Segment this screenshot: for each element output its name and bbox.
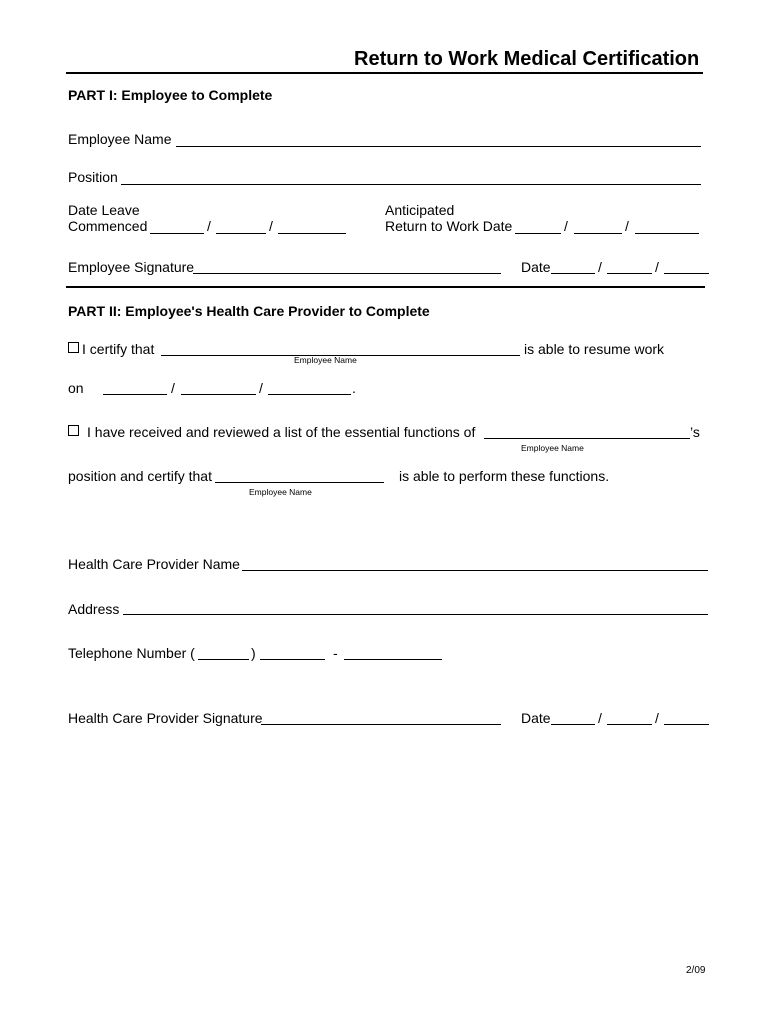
page-title: Return to Work Medical Certification	[354, 48, 700, 70]
slash: /	[259, 380, 263, 396]
provider-month-field[interactable]	[551, 724, 595, 725]
phone-line-field[interactable]	[344, 659, 442, 660]
slash: /	[564, 218, 568, 234]
resume-work-text: is able to resume work	[524, 341, 665, 357]
essential-functions-employee-field[interactable]	[484, 438, 690, 439]
certify-checkbox-row	[68, 341, 154, 357]
anticipated-label-line2: Return to Work Date	[385, 218, 513, 234]
slash: /	[655, 259, 659, 275]
employee-name-label: Employee Name	[68, 131, 172, 147]
footer-code: 2/09	[686, 965, 706, 976]
telephone-dash: -	[333, 645, 338, 661]
slash: /	[655, 710, 659, 726]
title-rule	[66, 72, 703, 74]
telephone-label: Telephone Number (	[68, 645, 195, 661]
provider-year-field[interactable]	[664, 724, 709, 725]
anticipated-label-line1: Anticipated	[385, 202, 455, 218]
section-divider	[66, 286, 705, 288]
slash: /	[269, 218, 273, 234]
employee-name-caption: Employee Name	[249, 487, 312, 497]
telephone-paren-close: )	[251, 645, 256, 661]
leave-year-field[interactable]	[278, 233, 346, 234]
on-label: on	[68, 380, 84, 396]
date-leave-label-line1: Date Leave	[68, 202, 140, 218]
resume-year-field[interactable]	[268, 394, 351, 395]
certify-checkbox[interactable]	[68, 342, 79, 353]
return-year-field[interactable]	[635, 233, 699, 234]
signature-day-field[interactable]	[607, 273, 652, 274]
provider-signature-field[interactable]	[261, 724, 501, 725]
slash: /	[598, 259, 602, 275]
provider-signature-label: Health Care Provider Signature	[68, 710, 263, 726]
date-label: Date	[521, 710, 551, 726]
signature-year-field[interactable]	[664, 273, 709, 274]
resume-day-field[interactable]	[181, 394, 256, 395]
address-label: Address	[68, 601, 120, 617]
perform-text: is able to perform these functions.	[399, 468, 610, 484]
slash: /	[207, 218, 211, 234]
provider-name-field[interactable]	[242, 570, 708, 571]
reviewed-checkbox[interactable]	[68, 425, 79, 436]
leave-month-field[interactable]	[150, 233, 204, 234]
part2-heading: PART II: Employee's Health Care Provider to Complete	[68, 303, 430, 319]
date-label: Date	[521, 259, 551, 275]
possessive-suffix: ’s	[690, 424, 700, 440]
part1-heading: PART I: Employee to Complete	[68, 87, 273, 103]
employee-name-caption: Employee Name	[521, 443, 584, 453]
provider-name-label: Health Care Provider Name	[68, 556, 240, 572]
date-leave-label-line2: Commenced	[68, 218, 148, 234]
provider-day-field[interactable]	[607, 724, 652, 725]
slash: /	[625, 218, 629, 234]
employee-signature-label: Employee Signature	[68, 259, 195, 275]
period: .	[352, 380, 356, 396]
resume-month-field[interactable]	[103, 394, 167, 395]
phone-prefix-field[interactable]	[260, 659, 325, 660]
reviewed-checkbox-row	[68, 424, 475, 440]
perform-employee-field[interactable]	[215, 482, 384, 483]
address-field[interactable]	[123, 614, 708, 615]
position-label: Position	[68, 169, 118, 185]
signature-month-field[interactable]	[551, 273, 595, 274]
certify-label: I certify that	[82, 341, 155, 357]
area-code-field[interactable]	[198, 659, 249, 660]
reviewed-label: I have received and reviewed a list of the essential functions of	[87, 424, 476, 440]
slash: /	[598, 710, 602, 726]
employee-signature-field[interactable]	[193, 273, 501, 274]
return-month-field[interactable]	[515, 233, 561, 234]
position-field[interactable]	[121, 184, 701, 185]
position-certify-label: position and certify that	[68, 468, 212, 484]
slash: /	[171, 380, 175, 396]
return-day-field[interactable]	[574, 233, 622, 234]
employee-name-caption: Employee Name	[294, 355, 357, 365]
leave-day-field[interactable]	[216, 233, 266, 234]
employee-name-field[interactable]	[176, 146, 701, 147]
